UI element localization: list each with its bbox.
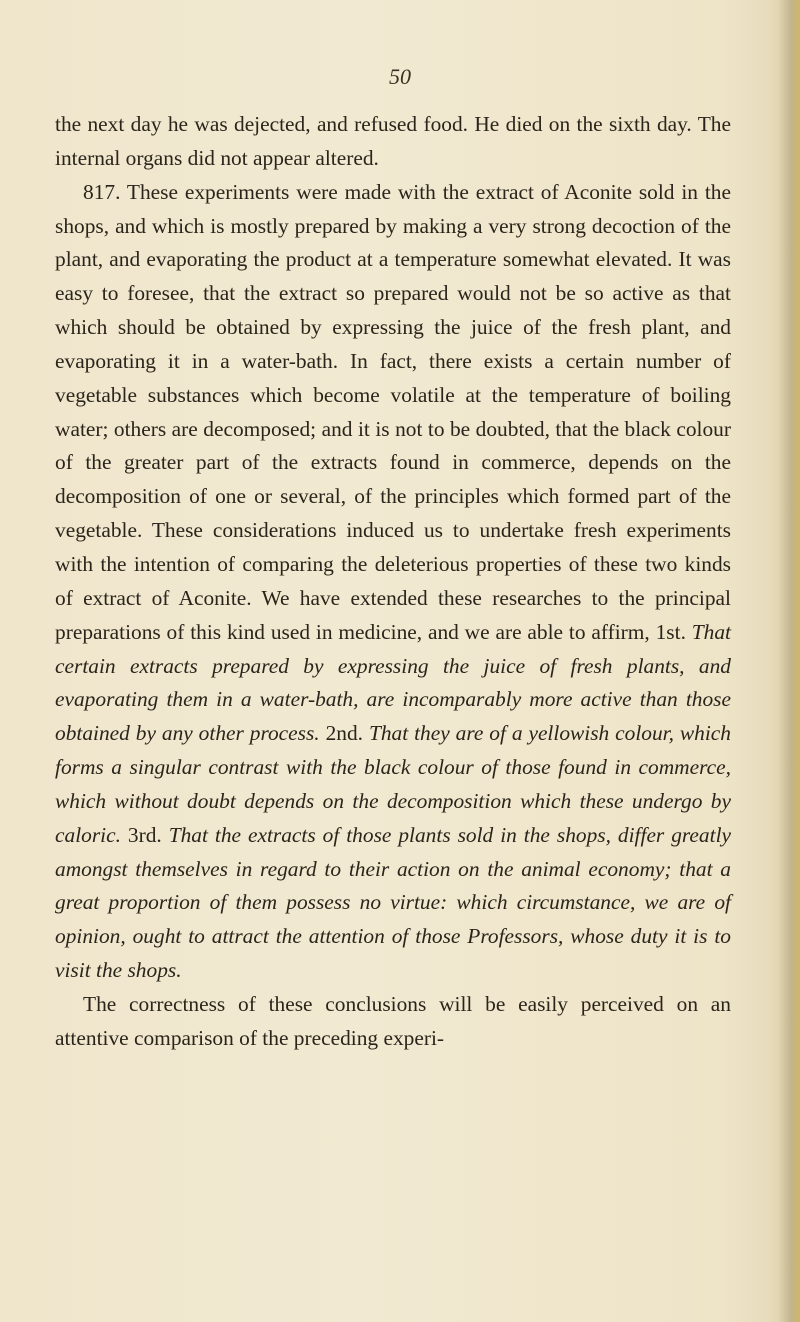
paragraph-817 bbox=[55, 176, 731, 988]
page-edge-shadow bbox=[778, 0, 800, 1322]
conclusion-3: That the extracts of those plants sold in the shops, differ greatly amongst themselves in regard to their action on the animal economy; that a great proportion of them possess no virtue: which circumstance, we are of opinion, ought to attract the attention of those Professors, whose duty it is to visit the shops. bbox=[55, 822, 732, 983]
conclusion-marker-3: 3rd. bbox=[120, 822, 162, 847]
conclusion-1: That certain extracts prepared by expressing the juice of fresh plants, and evaporating them in a water-bath, are incomparably more active than those obtained by any other process. bbox=[55, 619, 731, 746]
conclusion-2: That they are of a yellowish colour, which forms a singular contrast with the black colour of those found in commerce, which without doubt depends on the decomposition which these undergo by caloric. bbox=[55, 721, 731, 847]
conclusion-marker-2: 2nd. bbox=[319, 721, 364, 746]
conclusion-marker-1: 1st. bbox=[649, 619, 686, 644]
body-text bbox=[55, 108, 731, 1056]
paragraph-817-text: 817. These experiments were made with the extract of Aconite sold in the shops, and which is mostly prepared by making a very strong decoction of the plant, and evaporating the product at a temperature somewhat elevated. It was easy to foresee, that the extract so prepared would not be so active as that which should be obtained by expressing the juice of the fresh plant, and evaporating it in a water-bath. In fact, there exists a certain number of vegetable substances which become volatile at the temperature of boiling water; others are decomposed; and it is not to be doubted, that the black colour of the greater part of the extracts found in commerce, depends on the decomposition of one or several, of the principles which formed part of the vegetable. These considerations induced us to undertake fresh experiments with the intention of comparing the deleterious properties of these two kinds of extract of Aconite. We have extended these researches to the principal preparations of this kind used in medicine, and we are able to affirm, bbox=[55, 179, 731, 644]
page-number: 50 bbox=[389, 64, 411, 89]
paragraph-closing: The correctness of these conclusions will be easily perceived on an attentive comparison of the preceding experi- bbox=[55, 991, 731, 1050]
paragraph-continuation: the next day he was dejected, and refused food. He died on the sixth day. The internal organs did not appear altered. bbox=[55, 112, 731, 170]
